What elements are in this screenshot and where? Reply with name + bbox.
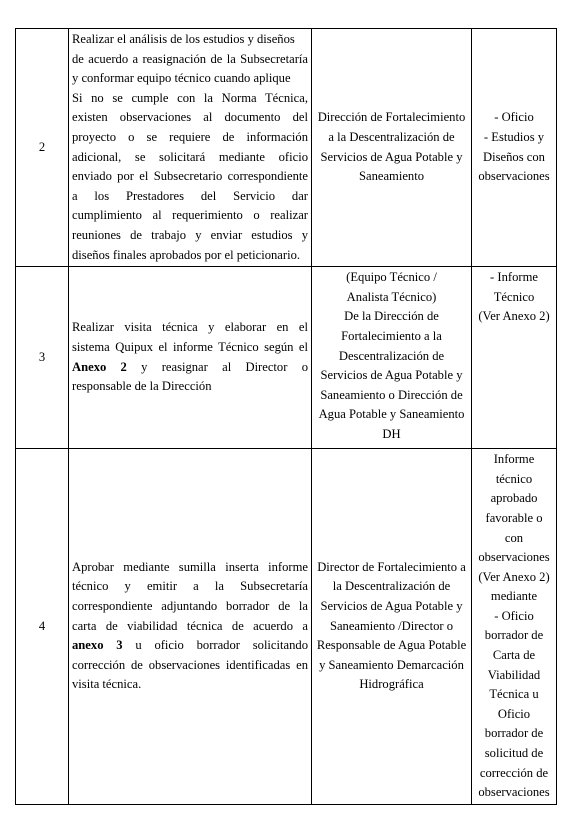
responsible-line: Director de Fortalecimiento a <box>317 559 466 574</box>
output-line: observaciones <box>478 169 550 184</box>
responsible-line: y Saneamiento Demarcación <box>319 657 464 672</box>
activity-line: enviado por el Subsecretario correspondiente <box>72 169 308 184</box>
output-line: Viabilidad <box>487 667 541 682</box>
output-line: borrador de <box>484 726 544 741</box>
activity-line: cumplimiento al requerimiento o realizar <box>72 208 308 223</box>
responsible-line: Agua Potable y Saneamiento <box>318 407 465 422</box>
activity-line: a los Prestadores del Servicio dar <box>72 188 308 203</box>
activity-line: visita técnica. <box>72 677 142 692</box>
responsible-line: Dirección de Fortalecimiento <box>317 110 466 125</box>
responsible-line: a la Descentralización de <box>328 129 455 144</box>
output-line: técnico <box>495 471 533 486</box>
responsible-line: Saneamiento <box>358 169 425 184</box>
table-row <box>16 449 557 805</box>
responsible-line: De la Dirección de <box>344 309 439 324</box>
activity-line: técnico y emitir a la Subsecretaría <box>72 579 308 594</box>
output-line: - Oficio <box>494 608 534 623</box>
step-number: 4 <box>16 449 69 805</box>
responsible-line: la Descentralización de <box>332 579 451 594</box>
output-line: borrador de <box>484 628 544 643</box>
activity-line: Anexo 2 y reasignar al Director o <box>72 359 308 374</box>
output-line: - Informe <box>490 270 538 285</box>
output-line: observaciones <box>478 550 550 565</box>
activity-line: anexo 3 u oficio borrador solicitando <box>72 638 309 653</box>
output-line: aprobado <box>490 491 538 506</box>
output-line: solicitud de <box>484 746 544 761</box>
step-number: 2 <box>16 29 69 267</box>
activity-line: reuniones de trabajo y enviar estudios y <box>72 227 308 242</box>
output-line: Técnico <box>493 289 535 304</box>
responsible-line: Analista Técnico) <box>346 289 437 304</box>
activity-line: Si no se cumple con la Norma Técnica, <box>72 90 308 105</box>
responsible-line: Servicios de Agua Potable y <box>320 599 463 614</box>
activity-line: y conformar equipo técnico cuando aplique <box>72 71 291 86</box>
activity-line: responsable de la Dirección <box>72 379 212 394</box>
responsible-line: Hidrográfica <box>359 677 424 692</box>
responsible-line: Responsable de Agua Potable <box>316 638 467 653</box>
responsible-line: DH <box>382 426 401 441</box>
output-line: observaciones <box>478 785 550 800</box>
output-cell <box>472 449 557 805</box>
procedure-table <box>15 28 557 805</box>
output-line: favorable o con <box>485 510 543 545</box>
activity-line: Realizar el análisis de los estudios y diseños <box>72 32 295 46</box>
activity-line: diseños finales aprobados por el peticionario. <box>72 247 301 262</box>
responsible-cell <box>312 29 472 267</box>
responsible-line: Saneamiento /Director o <box>329 618 454 633</box>
activity-line: Realizar visita técnica y elaborar en el <box>72 320 308 335</box>
output-line: Técnica u <box>489 687 539 702</box>
responsible-line: (Equipo Técnico / <box>346 270 437 285</box>
responsible-line: Fortalecimiento a la <box>341 328 442 343</box>
output-line: (Ver Anexo 2) <box>478 309 550 324</box>
output-cell <box>472 29 557 267</box>
table-row <box>16 29 557 267</box>
annex-reference: Anexo 2 <box>72 359 127 374</box>
responsible-cell <box>312 267 472 449</box>
activity-line: de acuerdo a reasignación de la Subsecretaría <box>72 51 308 66</box>
activity-cell <box>69 29 312 267</box>
activity-line: existen observaciones al documento del <box>72 110 308 125</box>
activity-cell <box>69 267 312 449</box>
responsible-cell <box>312 449 472 805</box>
activity-cell <box>69 449 312 805</box>
output-line: Carta de <box>492 648 536 663</box>
responsible-line: Saneamiento o Dirección de <box>320 387 463 402</box>
responsible-line: Servicios de Agua Potable y <box>320 149 463 164</box>
output-line: corrección de <box>479 765 549 780</box>
activity-line: corrección de observaciones identificadas en <box>72 657 308 672</box>
activity-line: correspondiente adjuntando borrador de la <box>72 599 308 614</box>
activity-line: carta de viabilidad técnica de acuerdo a <box>72 618 308 633</box>
responsible-line: Descentralización de <box>338 348 445 363</box>
output-line: - Estudios y <box>483 129 545 144</box>
output-line: (Ver Anexo 2) <box>478 569 550 584</box>
activity-line: sistema Quipux el informe Técnico según el <box>72 340 308 355</box>
activity-line: adicional, se solicitará mediante oficio <box>72 149 308 164</box>
table-row <box>16 267 557 449</box>
output-line: mediante <box>490 589 538 604</box>
responsible-line: Servicios de Agua Potable y <box>320 368 463 383</box>
output-line: Diseños con <box>483 149 545 164</box>
output-line: - Oficio <box>494 110 534 125</box>
annex-reference: anexo 3 <box>72 638 123 653</box>
step-number: 3 <box>16 267 69 449</box>
output-line: Oficio <box>497 706 531 721</box>
activity-line: proyecto o se requiere de información <box>72 129 308 144</box>
output-cell <box>472 267 557 449</box>
activity-line: Aprobar mediante sumilla inserta informe <box>72 559 308 574</box>
output-line: Informe <box>493 452 535 467</box>
